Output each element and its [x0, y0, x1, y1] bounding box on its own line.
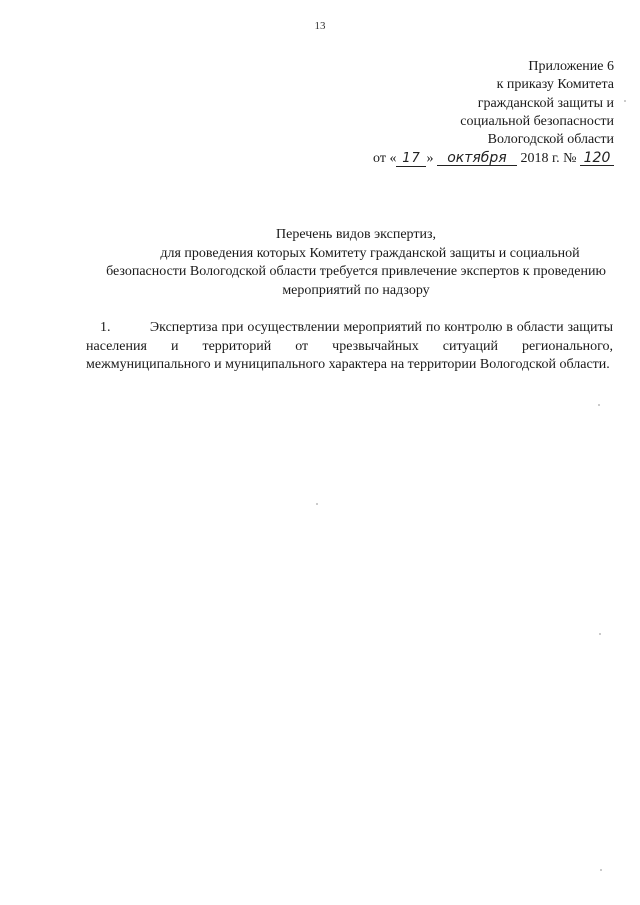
scan-speck [598, 404, 600, 406]
list-item [86, 319, 613, 375]
appendix-committee-line1: гражданской защиты и [477, 95, 614, 111]
appendix-committee-line2: социальной безопасности [460, 113, 614, 129]
page-number: 13 [314, 20, 326, 32]
title-line-3: безопасности Вологодской области требуется привлечение экспертов к проведению [106, 264, 606, 279]
order-year-text: 2018 г. № [520, 151, 577, 167]
order-date-middle: » [426, 151, 434, 167]
appendix-title: Приложение 6 [528, 59, 614, 74]
appendix-header [373, 58, 614, 169]
document-title [86, 226, 626, 300]
expertise-list [86, 319, 613, 375]
scan-speck [599, 633, 601, 635]
appendix-order-ref: к приказу Комитета [496, 77, 614, 93]
order-date-line [373, 150, 614, 168]
order-number-handwritten: 120 [580, 151, 614, 166]
title-line-1: Перечень видов экспертиз, [276, 227, 436, 242]
order-month-handwritten: октября [437, 151, 517, 166]
list-item-text: Экспертиза при осуществлении мероприятий по контролю в области защиты населения и территорий от чрезвычайных ситуаций регионального, межмуниципального и муниципального характера на территории Вологодской области. [86, 320, 614, 372]
list-item-number: 1. [100, 320, 111, 335]
title-line-2: для проведения которых Комитету гражданской защиты и социальной [160, 245, 580, 261]
scan-speck [316, 503, 318, 505]
order-day-handwritten: 17 [396, 152, 426, 167]
title-line-4: мероприятий по надзору [282, 282, 430, 298]
scan-speck [624, 100, 626, 102]
scan-speck [600, 869, 602, 871]
order-date-prefix: от « [373, 151, 397, 167]
appendix-region: Вологодской области [487, 132, 614, 148]
